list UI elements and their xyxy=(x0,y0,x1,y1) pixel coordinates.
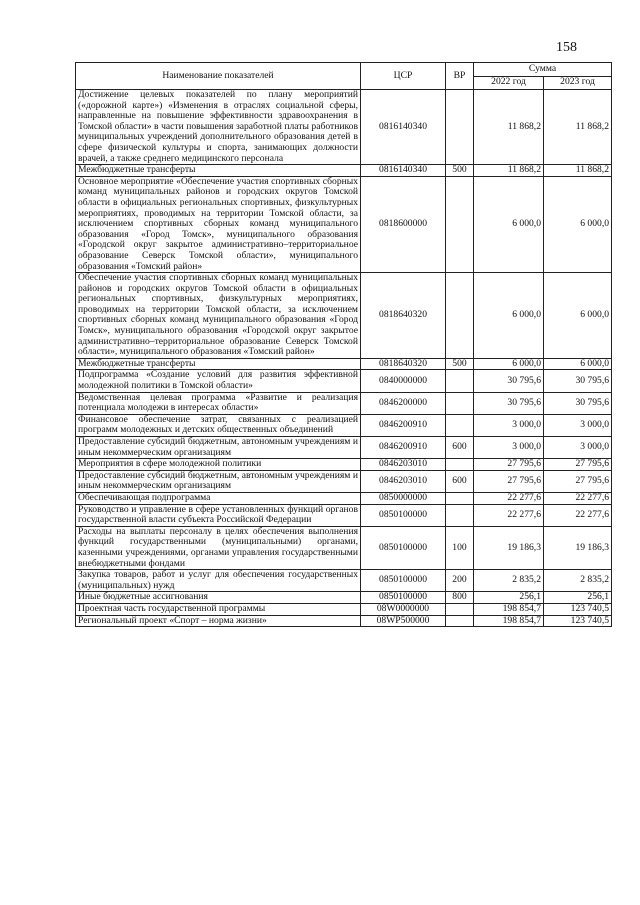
row-sum-2023-cell: 123 740,5 xyxy=(544,615,612,627)
table-row xyxy=(76,459,612,471)
row-vr-cell: 500 xyxy=(446,358,474,370)
table-row xyxy=(76,504,612,526)
row-csr-cell: 0818640320 xyxy=(361,273,446,359)
row-name-cell: Предоставление субсидий бюджетным, автономным учреждениям и иным некоммерческим организациям xyxy=(76,437,361,459)
row-csr-cell: 0818600000 xyxy=(361,176,446,272)
row-sum-2022-cell: 22 277,6 xyxy=(474,492,544,504)
row-sum-2023-cell: 27 795,6 xyxy=(544,470,612,492)
row-vr-cell xyxy=(446,615,474,627)
row-vr-cell: 600 xyxy=(446,470,474,492)
row-name-cell: Финансовое обеспечение затрат, связанных с реализацией программ молодежных и детских общественных объединений xyxy=(76,414,361,436)
row-sum-2022-cell: 11 868,2 xyxy=(474,90,544,165)
header-year-2023: 2023 год xyxy=(544,76,612,90)
table-row xyxy=(76,437,612,459)
row-name-cell: Мероприятия в сфере молодежной политики xyxy=(76,459,361,471)
row-sum-2023-cell: 123 740,5 xyxy=(544,603,612,615)
table-row xyxy=(76,470,612,492)
row-csr-cell: 0850100000 xyxy=(361,526,446,569)
row-csr-cell: 0846200000 xyxy=(361,392,446,414)
row-sum-2022-cell: 2 835,2 xyxy=(474,570,544,592)
row-csr-cell: 0850100000 xyxy=(361,570,446,592)
row-sum-2023-cell: 6 000,0 xyxy=(544,176,612,272)
row-csr-cell: 08W0000000 xyxy=(361,603,446,615)
row-vr-cell xyxy=(446,392,474,414)
row-sum-2023-cell: 6 000,0 xyxy=(544,273,612,359)
row-csr-cell: 0850000000 xyxy=(361,492,446,504)
row-sum-2022-cell: 3 000,0 xyxy=(474,437,544,459)
row-sum-2023-cell: 22 277,6 xyxy=(544,504,612,526)
table-row xyxy=(76,603,612,615)
row-name-cell: Обеспечивающая подпрограмма xyxy=(76,492,361,504)
row-sum-2022-cell: 19 186,3 xyxy=(474,526,544,569)
row-name-cell: Обеспечение участия спортивных сборных команд муниципальных районов и городских округов Томской области в официальных региональных спортивных, физкультурных мероприятиях, проводимых на территории Томской области, за исключением спортивных сборных команд муниципального образования «Город Томск», муниципального образования «Городской округ закрытое административно–территориальное образование Северск Томской области», муниципального образования «Томский район» xyxy=(76,273,361,359)
row-name-cell: Межбюджетные трансферты xyxy=(76,358,361,370)
header-year-2022: 2022 год xyxy=(474,76,544,90)
row-csr-cell: 0846200910 xyxy=(361,414,446,436)
table-row xyxy=(76,358,612,370)
row-sum-2023-cell: 19 186,3 xyxy=(544,526,612,569)
table-row xyxy=(76,176,612,272)
row-csr-cell: 0846203010 xyxy=(361,459,446,471)
row-vr-cell xyxy=(446,504,474,526)
row-sum-2022-cell: 6 000,0 xyxy=(474,176,544,272)
row-sum-2023-cell: 3 000,0 xyxy=(544,437,612,459)
table-row xyxy=(76,165,612,177)
table-header xyxy=(76,63,612,90)
row-name-cell: Ведомственная целевая программа «Развитие и реализация потенциала молодежи в интересах области» xyxy=(76,392,361,414)
row-sum-2023-cell: 11 868,2 xyxy=(544,90,612,165)
row-sum-2023-cell: 22 277,6 xyxy=(544,492,612,504)
table-row xyxy=(76,526,612,569)
row-sum-2023-cell: 11 868,2 xyxy=(544,165,612,177)
row-sum-2022-cell: 6 000,0 xyxy=(474,358,544,370)
row-vr-cell: 600 xyxy=(446,437,474,459)
row-vr-cell xyxy=(446,273,474,359)
row-vr-cell: 500 xyxy=(446,165,474,177)
table-row xyxy=(76,492,612,504)
row-sum-2022-cell: 22 277,6 xyxy=(474,504,544,526)
row-name-cell: Иные бюджетные ассигнования xyxy=(76,592,361,604)
row-name-cell: Региональный проект «Спорт – норма жизни» xyxy=(76,615,361,627)
row-vr-cell xyxy=(446,370,474,392)
header-sum: Сумма xyxy=(474,63,612,77)
row-sum-2023-cell: 2 835,2 xyxy=(544,570,612,592)
row-sum-2022-cell: 3 000,0 xyxy=(474,414,544,436)
row-csr-cell: 0850100000 xyxy=(361,504,446,526)
row-csr-cell: 0846203010 xyxy=(361,470,446,492)
table-row xyxy=(76,570,612,592)
row-name-cell: Достижение целевых показателей по плану мероприятий («дорожной карте») «Изменения в отраслях социальной сферы, направленные на повышение эффективности здравоохранения в Томской области» в части повышения заработной платы работников муниципальных учреждений дополнительного образования детей в сфере физической культуры и спорта, занимающих должности врачей, а также среднего медицинского персонала xyxy=(76,90,361,165)
row-sum-2023-cell: 6 000,0 xyxy=(544,358,612,370)
row-csr-cell: 0840000000 xyxy=(361,370,446,392)
row-sum-2022-cell: 27 795,6 xyxy=(474,470,544,492)
row-vr-cell xyxy=(446,459,474,471)
header-vr: ВР xyxy=(446,63,474,90)
row-sum-2022-cell: 198 854,7 xyxy=(474,603,544,615)
row-sum-2023-cell: 27 795,6 xyxy=(544,459,612,471)
table-row xyxy=(76,273,612,359)
budget-table xyxy=(75,62,612,627)
row-vr-cell xyxy=(446,90,474,165)
row-name-cell: Предоставление субсидий бюджетным, автономным учреждениям и иным некоммерческим организациям xyxy=(76,470,361,492)
table-row xyxy=(76,370,612,392)
table-body xyxy=(76,90,612,627)
table-row xyxy=(76,392,612,414)
row-sum-2023-cell: 30 795,6 xyxy=(544,392,612,414)
row-vr-cell: 100 xyxy=(446,526,474,569)
row-vr-cell xyxy=(446,603,474,615)
row-name-cell: Закупка товаров, работ и услуг для обеспечения государственных (муниципальных) нужд xyxy=(76,570,361,592)
row-sum-2023-cell: 256,1 xyxy=(544,592,612,604)
row-vr-cell xyxy=(446,176,474,272)
row-name-cell: Подпрограмма «Создание условий для развития эффективной молодежной политики в Томской области» xyxy=(76,370,361,392)
page-number: 158 xyxy=(556,40,577,55)
row-name-cell: Межбюджетные трансферты xyxy=(76,165,361,177)
row-csr-cell: 0850100000 xyxy=(361,592,446,604)
table-row xyxy=(76,592,612,604)
row-sum-2022-cell: 30 795,6 xyxy=(474,392,544,414)
row-sum-2022-cell: 6 000,0 xyxy=(474,273,544,359)
row-name-cell: Руководство и управление в сфере установленных функций органов государственной власти субъекта Российской Федерации xyxy=(76,504,361,526)
row-sum-2022-cell: 11 868,2 xyxy=(474,165,544,177)
row-sum-2023-cell: 3 000,0 xyxy=(544,414,612,436)
header-csr: ЦСР xyxy=(361,63,446,90)
row-sum-2023-cell: 30 795,6 xyxy=(544,370,612,392)
row-csr-cell: 0816140340 xyxy=(361,165,446,177)
row-csr-cell: 0818640320 xyxy=(361,358,446,370)
table-row xyxy=(76,90,612,165)
header-name: Наименование показателей xyxy=(76,63,361,90)
table-row xyxy=(76,615,612,627)
row-sum-2022-cell: 256,1 xyxy=(474,592,544,604)
row-name-cell: Проектная часть государственной программы xyxy=(76,603,361,615)
row-vr-cell xyxy=(446,414,474,436)
row-vr-cell: 800 xyxy=(446,592,474,604)
row-csr-cell: 0846200910 xyxy=(361,437,446,459)
row-sum-2022-cell: 198 854,7 xyxy=(474,615,544,627)
table-row xyxy=(76,414,612,436)
row-vr-cell: 200 xyxy=(446,570,474,592)
row-name-cell: Расходы на выплаты персоналу в целях обеспечения выполнения функций государственными (муниципальными) органами, казенными учреждениями, органами управления государственными внебюджетными фондами xyxy=(76,526,361,569)
row-name-cell: Основное мероприятие «Обеспечение участия спортивных сборных команд муниципальных районов и городских округов Томской области в официальных региональных спортивных, физкультурных мероприятиях, проводимых на территории Томской области, за исключением спортивных сборных команд муниципального образования «Город Томск», муниципального образования «Городской округ закрытое административно–территориальное образование Северск Томской области», муниципального образования «Томский район» xyxy=(76,176,361,272)
row-vr-cell xyxy=(446,492,474,504)
row-csr-cell: 0816140340 xyxy=(361,90,446,165)
row-sum-2022-cell: 30 795,6 xyxy=(474,370,544,392)
row-sum-2022-cell: 27 795,6 xyxy=(474,459,544,471)
row-csr-cell: 08WP500000 xyxy=(361,615,446,627)
